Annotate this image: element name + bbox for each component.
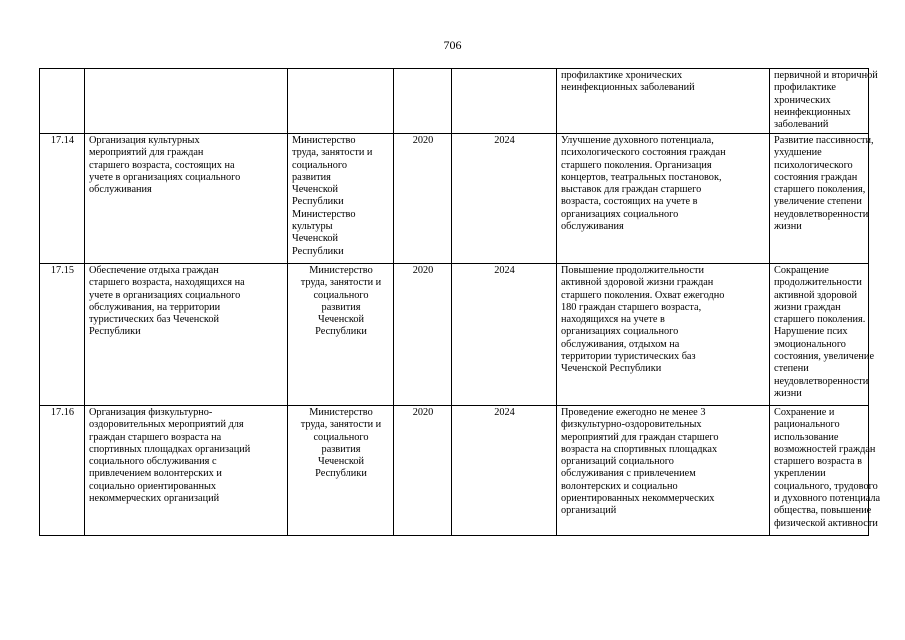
- table-row: [40, 406, 869, 536]
- consequence-line: степени: [774, 363, 809, 375]
- consequence-line: неудовлетворенности: [774, 208, 869, 220]
- consequence: [770, 69, 878, 134]
- measure-name-line: Организация культурных: [89, 135, 200, 146]
- measure-name-line: обслуживания: [89, 184, 152, 196]
- expected-result-line: старшего поколения. Охват ежегодно: [561, 289, 725, 301]
- executor: [288, 69, 394, 134]
- expected-result: [557, 134, 770, 264]
- end-year: [452, 69, 557, 134]
- expected-result-line: физкультурно-оздоровительных: [561, 419, 702, 431]
- consequence-line: состояния, увеличение: [774, 351, 875, 363]
- consequence-line: Сокращение: [774, 265, 829, 276]
- consequence-line: состояния граждан: [774, 171, 858, 183]
- consequence-line: активной здоровой: [774, 289, 858, 301]
- expected-result-line: возраста, состоящих на учете в: [561, 196, 698, 208]
- measure-name-line: социально ориентированных: [89, 480, 217, 492]
- executor-line: культуры: [292, 221, 333, 233]
- expected-result-line: мероприятий для граждан старшего: [561, 431, 719, 443]
- expected-result-line: находящихся на учете в: [561, 314, 665, 326]
- measure-name-line: привлечением волонтерских и: [89, 468, 222, 480]
- executor-line: Чеченской: [292, 233, 338, 245]
- expected-result-line: обслуживания, отдыхом на: [561, 338, 680, 350]
- executor-line: Министерство: [292, 135, 356, 146]
- expected-result-line: концертов, театральных постановок,: [561, 171, 722, 183]
- expected-result-line: организациях социального: [561, 326, 679, 338]
- row-number: 17.16: [40, 406, 85, 536]
- consequence-line: жизни граждан: [774, 301, 841, 313]
- executor-line: Республики: [292, 196, 344, 208]
- measure-name-line: некоммерческих организаций: [89, 493, 220, 505]
- start-year: 2020: [394, 264, 452, 406]
- consequence-line: старшего возраста в: [774, 456, 863, 468]
- expected-result-line: Проведение ежегодно не менее 3: [561, 407, 706, 418]
- executor-line: Чеченской: [318, 456, 364, 468]
- expected-result-line: 180 граждан старшего возраста,: [561, 301, 702, 313]
- expected-result-line: организациях социального: [561, 208, 679, 220]
- expected-result-line: выставок для граждан старшего: [561, 184, 702, 196]
- page-number: 706: [443, 38, 462, 52]
- expected-result-line: Повышение продолжительности: [561, 265, 704, 276]
- measure-name-line: спортивных площадках организаций: [89, 443, 251, 455]
- consequence-line: ухудшение: [774, 147, 822, 159]
- measure-name-line: Организация физкультурно-: [89, 407, 213, 418]
- measure-name-line: Обеспечение отдыха граждан: [89, 265, 219, 276]
- executor-line: развития: [292, 171, 331, 183]
- expected-result-line: Чеченской Республики: [561, 363, 662, 375]
- executor-line: социального: [313, 431, 369, 443]
- measure-name: [85, 134, 288, 264]
- consequence-line: Развитие пассивности,: [774, 135, 874, 146]
- executor-line: Республики: [315, 468, 367, 480]
- measure-name: [85, 69, 288, 134]
- executor-line: Министерство: [292, 208, 356, 220]
- consequence-line: профилактике: [774, 82, 836, 94]
- consequence: [770, 134, 874, 264]
- consequence: [770, 406, 881, 536]
- executor-line: развития: [321, 301, 361, 313]
- row-number: [40, 69, 85, 134]
- expected-result-line: Улучшение духовного потенциала,: [561, 135, 714, 146]
- executor-line: социального: [292, 159, 348, 171]
- executor: [288, 406, 394, 536]
- expected-result-line: психологического состояния граждан: [561, 147, 726, 159]
- expected-result-line: обслуживания: [561, 221, 624, 233]
- expected-result-line: организаций социального: [561, 456, 674, 468]
- consequence-line: общества, повышение: [774, 505, 872, 517]
- table-row: [40, 134, 869, 264]
- consequence-line: возможностей граждан: [774, 443, 876, 455]
- measure-name-line: туристических баз Чеченской: [89, 314, 219, 326]
- consequence-line: эмоционального: [774, 338, 846, 350]
- measure-name: [85, 406, 288, 536]
- table-row: [40, 264, 869, 406]
- consequence-line: увеличение степени: [774, 196, 862, 208]
- consequence-line: Сохранение и: [774, 407, 835, 418]
- consequence-line: старшего поколения.: [774, 314, 866, 326]
- expected-result-line: возраста на спортивных площадках: [561, 443, 718, 455]
- expected-result-line: территории туристических баз: [561, 351, 696, 363]
- executor-line: Республики: [292, 245, 344, 257]
- consequence-line: Нарушение псих: [774, 326, 848, 338]
- consequence-line: жизни: [774, 221, 802, 233]
- consequence-line: рационального: [774, 419, 840, 431]
- measure-name-line: граждан старшего возраста на: [89, 431, 222, 443]
- end-year: 2024: [452, 134, 557, 264]
- expected-result: [557, 69, 770, 134]
- executor-line: Министерство: [309, 407, 373, 418]
- measure-name: [85, 264, 288, 406]
- expected-result-line: профилактике хронических: [561, 70, 683, 81]
- executor: [288, 134, 394, 264]
- expected-result-line: активной здоровой жизни граждан: [561, 277, 714, 289]
- consequence-line: заболеваний: [774, 119, 829, 131]
- consequence-line: психологического: [774, 159, 853, 171]
- measure-name-line: Республики: [89, 326, 141, 338]
- start-year: 2020: [394, 406, 452, 536]
- consequence-line: продолжительности: [774, 277, 862, 289]
- expected-result-line: волонтерских и социально: [561, 480, 678, 492]
- expected-result-line: старшего поколения. Организация: [561, 159, 712, 171]
- row-number: 17.15: [40, 264, 85, 406]
- consequence-line: жизни: [774, 387, 802, 399]
- consequence-line: укреплении: [774, 468, 826, 480]
- row-number: 17.14: [40, 134, 85, 264]
- consequence-line: неинфекционных: [774, 106, 851, 118]
- start-year: [394, 69, 452, 134]
- executor-line: Министерство: [309, 265, 373, 276]
- measure-name-line: обслуживания, на территории: [89, 301, 221, 313]
- consequence-line: хронических: [774, 94, 831, 106]
- measure-name-line: социального обслуживания с: [89, 456, 217, 468]
- expected-result-line: организаций: [561, 505, 617, 517]
- start-year: 2020: [394, 134, 452, 264]
- executor-line: развития: [321, 443, 361, 455]
- consequence-line: социального, трудового: [774, 480, 878, 492]
- end-year: 2024: [452, 406, 557, 536]
- measure-name-line: учете в организациях социального: [89, 171, 241, 183]
- expected-result: [557, 264, 770, 406]
- consequence-line: использование: [774, 431, 839, 443]
- executor-line: социального: [313, 289, 369, 301]
- consequence-line: физической активности: [774, 517, 878, 529]
- expected-result-line: неинфекционных заболеваний: [561, 82, 695, 94]
- table-row: [40, 69, 869, 134]
- consequence: [770, 264, 875, 406]
- expected-result: [557, 406, 770, 536]
- consequence-line: и духовного потенциала: [774, 493, 881, 505]
- consequence-line: старшего поколения,: [774, 184, 866, 196]
- executor-line: Чеченской: [292, 184, 338, 196]
- expected-result-line: ориентированных некоммерческих: [561, 493, 715, 505]
- consequence-line: неудовлетворенности: [774, 375, 869, 387]
- executor-line: Чеченской: [318, 314, 364, 326]
- consequence-line: первичной и вторичной: [774, 70, 878, 81]
- executor-line: Республики: [315, 326, 367, 338]
- measure-name-line: оздоровительных мероприятий для: [89, 419, 244, 431]
- executor-line: труда, занятости и: [300, 277, 382, 289]
- end-year: 2024: [452, 264, 557, 406]
- executor-line: труда, занятости и: [300, 419, 382, 431]
- measure-name-line: мероприятий для граждан: [89, 147, 204, 159]
- measure-name-line: учете в организациях социального: [89, 289, 241, 301]
- measure-name-line: старшего возраста, состоящих на: [89, 159, 235, 171]
- expected-result-line: обслуживания с привлечением: [561, 468, 696, 480]
- executor-line: труда, занятости и: [292, 147, 373, 159]
- measure-name-line: старшего возраста, находящихся на: [89, 277, 245, 289]
- executor: [288, 264, 394, 406]
- measures-table: [39, 68, 881, 536]
